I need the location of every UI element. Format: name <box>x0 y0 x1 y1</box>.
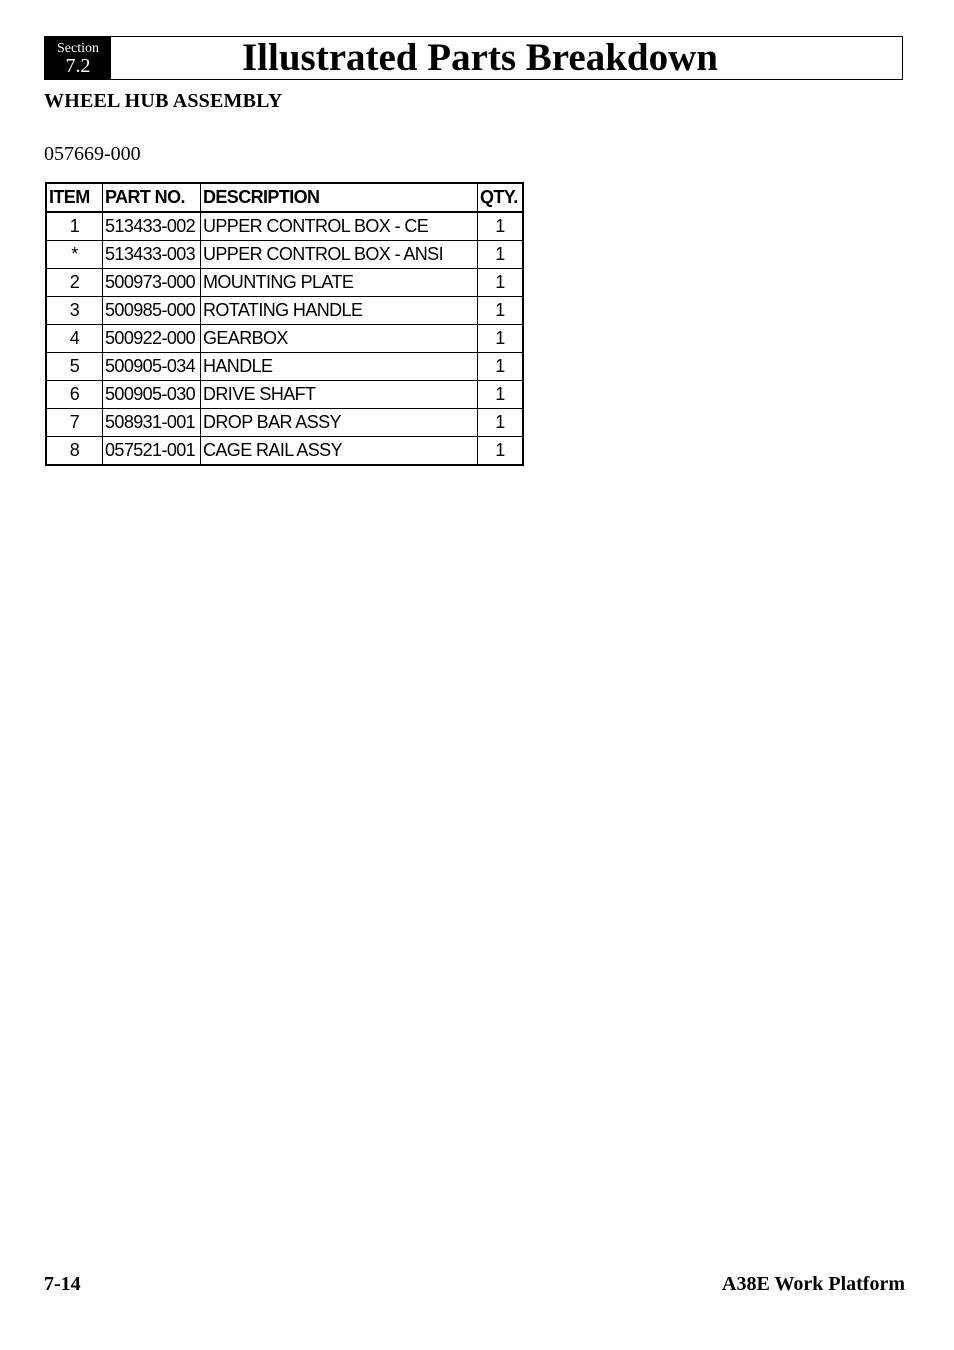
table-row <box>46 297 523 325</box>
table-row <box>46 437 523 466</box>
cell-qty: 1 <box>478 269 524 297</box>
table-row <box>46 269 523 297</box>
page-header <box>44 36 903 80</box>
cell-qty: 1 <box>478 437 524 466</box>
column-header-part-no: PART NO. <box>103 183 201 212</box>
parts-table-body <box>46 212 523 465</box>
table-row <box>46 409 523 437</box>
cell-part-no: 500905-030 <box>103 381 201 409</box>
cell-description: DRIVE SHAFT <box>201 381 478 409</box>
cell-description: ROTATING HANDLE <box>201 297 478 325</box>
cell-item: 2 <box>46 269 103 297</box>
column-header-item: ITEM <box>46 183 103 212</box>
cell-item: 5 <box>46 353 103 381</box>
cell-qty: 1 <box>478 241 524 269</box>
cell-description: UPPER CONTROL BOX - ANSI <box>201 241 478 269</box>
parts-table <box>45 182 524 466</box>
cell-part-no: 500922-000 <box>103 325 201 353</box>
section-number: 7.2 <box>65 55 91 77</box>
cell-part-no: 513433-002 <box>103 212 201 241</box>
cell-description: UPPER CONTROL BOX - CE <box>201 212 478 241</box>
cell-part-no: 513433-003 <box>103 241 201 269</box>
cell-description: DROP BAR ASSY <box>201 409 478 437</box>
product-name: A38E Work Platform <box>722 1273 905 1295</box>
cell-description: HANDLE <box>201 353 478 381</box>
cell-description: CAGE RAIL ASSY <box>201 437 478 466</box>
table-header-row <box>46 183 523 212</box>
page-title: Illustrated Parts Breakdown <box>242 36 718 79</box>
cell-part-no: 057521-001 <box>103 437 201 466</box>
table-row <box>46 325 523 353</box>
cell-part-no: 508931-001 <box>103 409 201 437</box>
section-badge <box>45 37 111 80</box>
cell-item: 3 <box>46 297 103 325</box>
cell-qty: 1 <box>478 381 524 409</box>
cell-part-no: 500985-000 <box>103 297 201 325</box>
cell-item: 7 <box>46 409 103 437</box>
cell-qty: 1 <box>478 353 524 381</box>
cell-item: 8 <box>46 437 103 466</box>
cell-item: * <box>46 241 103 269</box>
cell-part-no: 500905-034 <box>103 353 201 381</box>
cell-part-no: 500973-000 <box>103 269 201 297</box>
cell-item: 6 <box>46 381 103 409</box>
cell-item: 1 <box>46 212 103 241</box>
cell-qty: 1 <box>478 212 524 241</box>
cell-item: 4 <box>46 325 103 353</box>
table-row <box>46 381 523 409</box>
cell-qty: 1 <box>478 297 524 325</box>
column-header-description: DESCRIPTION <box>201 183 478 212</box>
cell-description: MOUNTING PLATE <box>201 269 478 297</box>
column-header-qty: QTY. <box>478 183 524 212</box>
section-label: Section <box>57 41 99 56</box>
page-number: 7-14 <box>44 1273 81 1295</box>
assembly-number: 057669-000 <box>44 143 141 165</box>
assembly-title: WHEEL HUB ASSEMBLY <box>44 90 283 112</box>
cell-qty: 1 <box>478 325 524 353</box>
table-row <box>46 241 523 269</box>
table-row <box>46 212 523 241</box>
table-row <box>46 353 523 381</box>
cell-description: GEARBOX <box>201 325 478 353</box>
cell-qty: 1 <box>478 409 524 437</box>
